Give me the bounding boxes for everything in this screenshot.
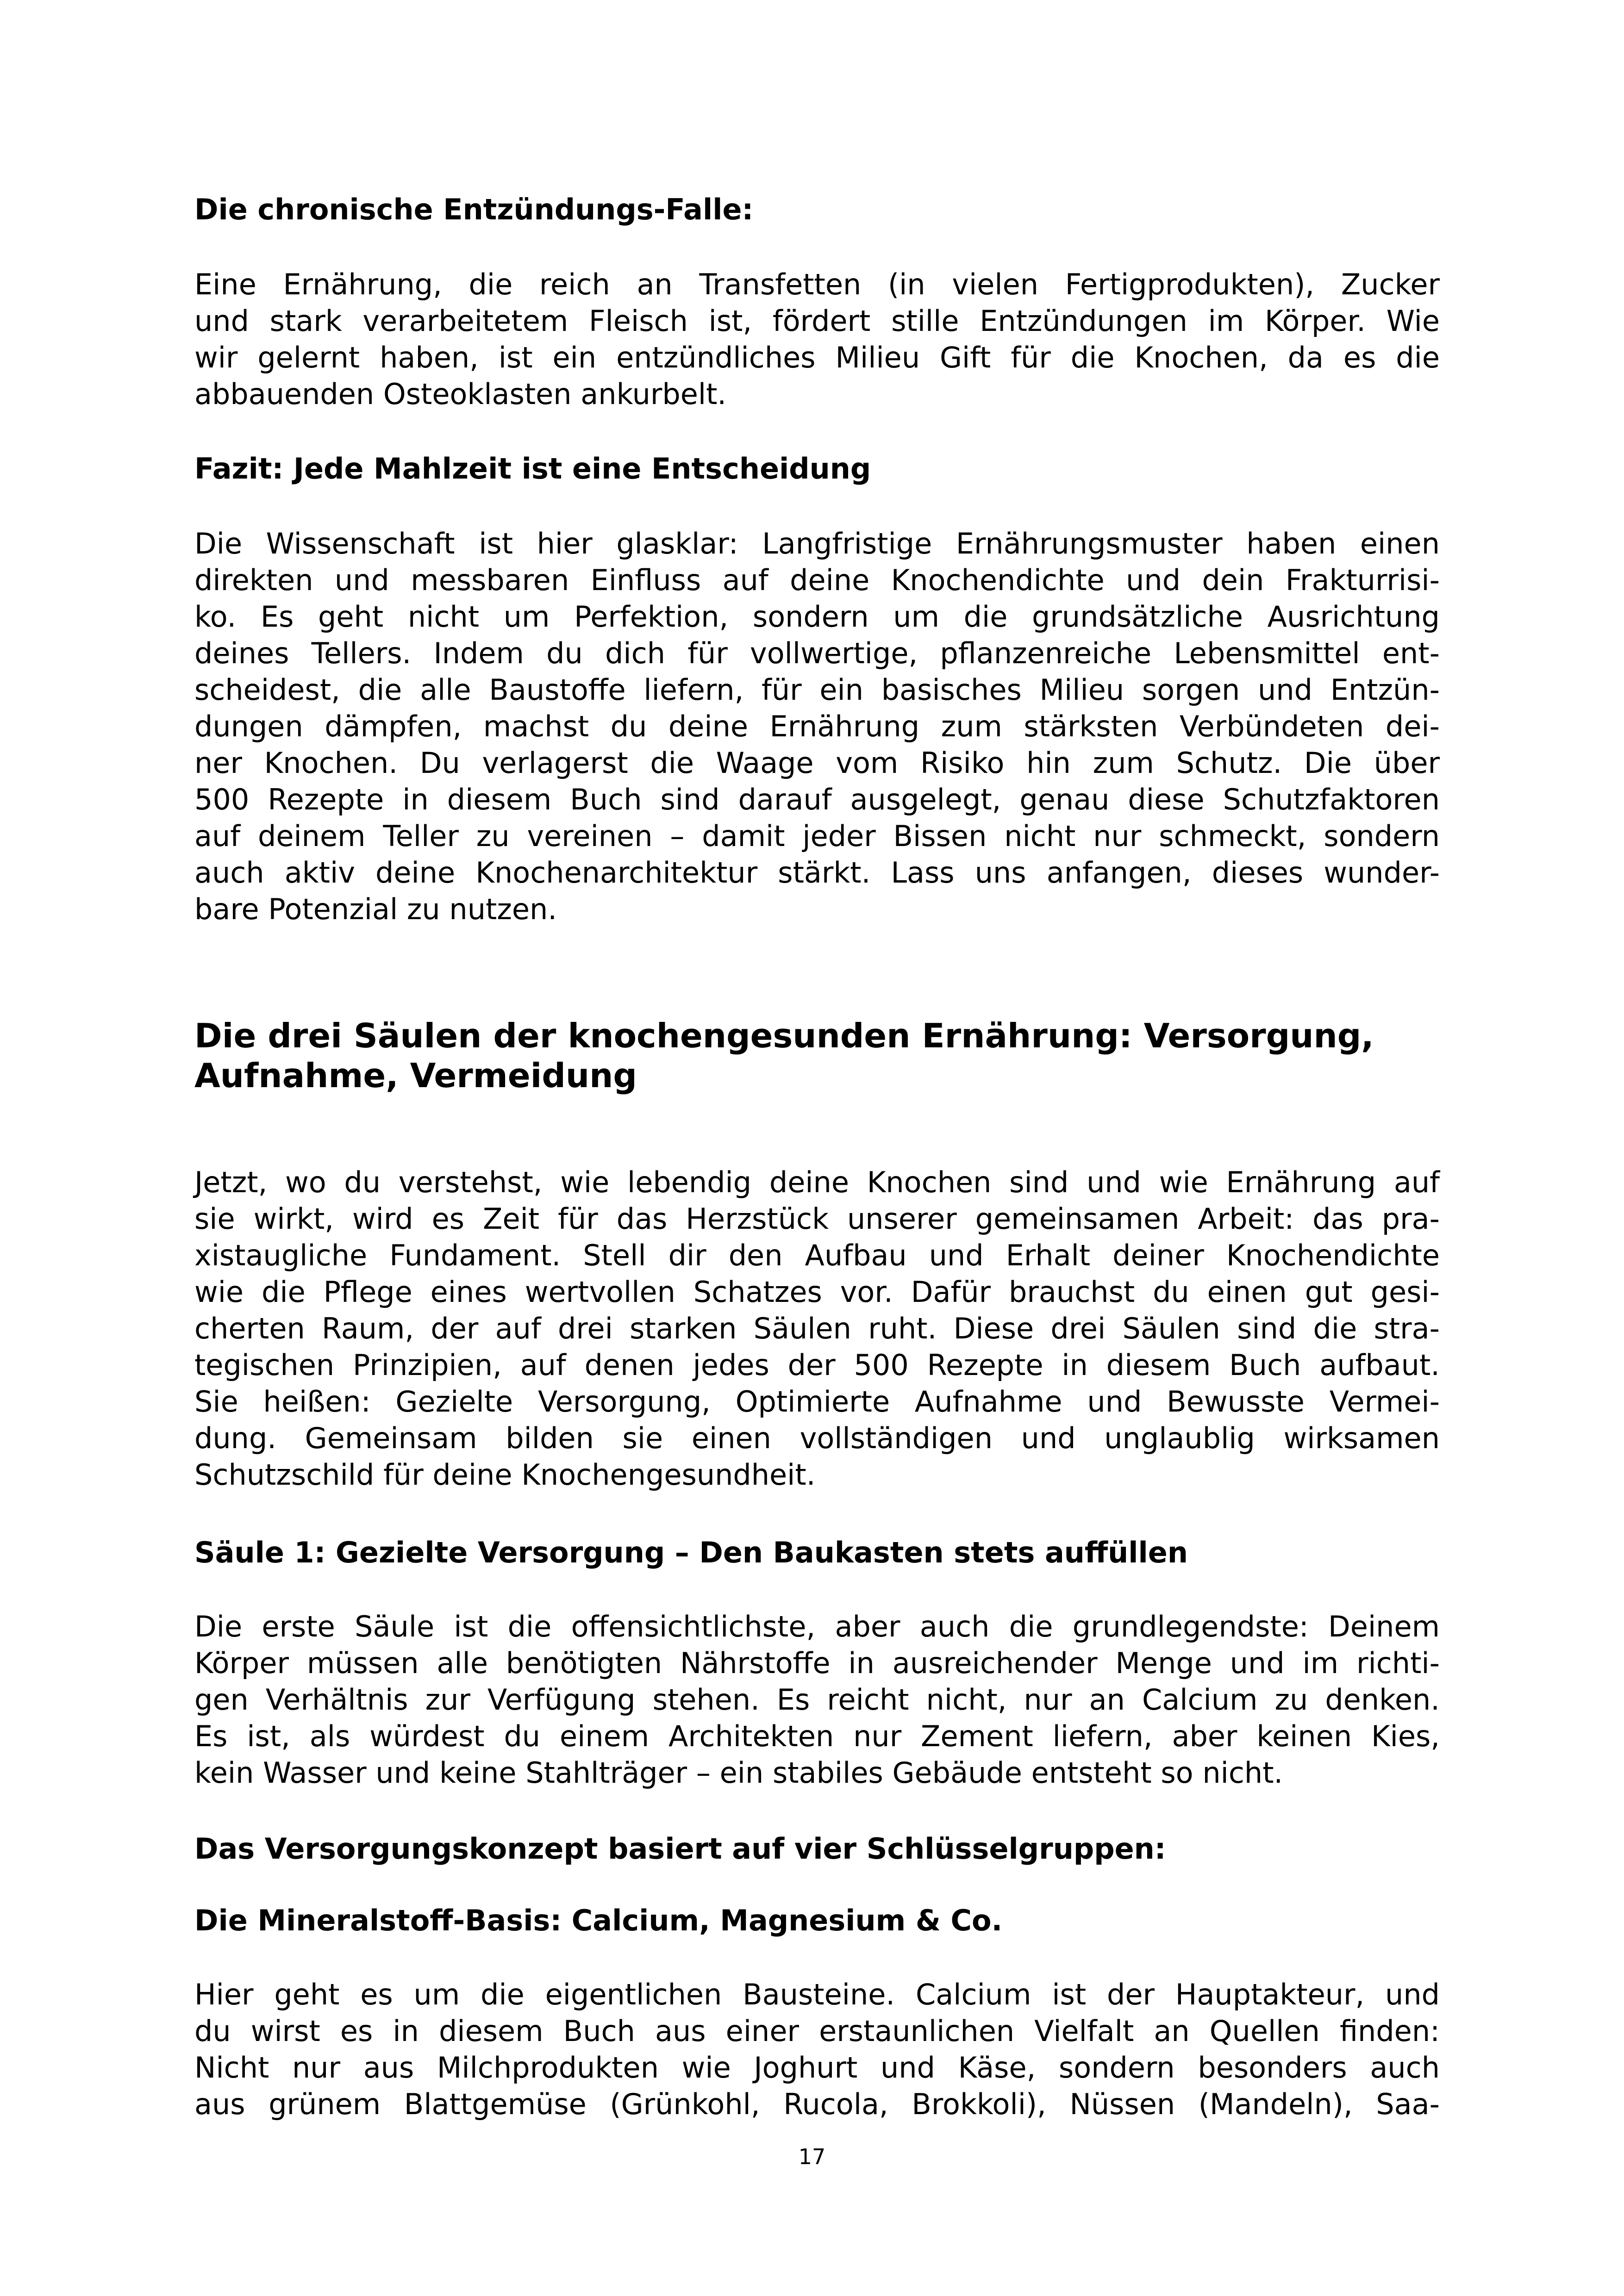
- text-line: kein Wasser und keine Stahlträger – ein stabiles Gebäude entsteht so nicht.: [194, 1756, 1283, 1790]
- heading-chronic-inflammation: Die chronische Entzündungs-Falle:: [194, 193, 754, 226]
- text-line: ko. Es geht nicht um Perfektion, sondern um die grundsätzliche Ausrichtung: [194, 600, 1440, 634]
- text-line: cherten Raum, der auf drei starken Säulen ruht. Diese drei Säulen sind die stra-: [194, 1312, 1440, 1345]
- text-line: dungen dämpfen, machst du deine Ernährung zum stärksten Verbündeten dei-: [194, 709, 1440, 743]
- text-line: direkten und messbaren Einfluss auf deine Knochendichte und dein Frakturrisi-: [194, 563, 1440, 597]
- text-line: aus grünem Blattgemüse (Grünkohl, Rucola, Brokkoli), Nüssen (Mandeln), Saa-: [194, 2087, 1440, 2121]
- text-line: Jetzt, wo du verstehst, wie lebendig deine Knochen sind und wie Ernährung auf: [194, 1165, 1440, 1199]
- text-line: Hier geht es um die eigentlichen Bausteine. Calcium ist der Hauptakteur, und: [194, 1978, 1440, 2011]
- text-line: gen Verhältnis zur Verfügung stehen. Es reicht nicht, nur an Calcium zu denken.: [194, 1683, 1440, 1717]
- text-line: ner Knochen. Du verlagerst die Waage vom Risiko hin zum Schutz. Die über: [194, 746, 1440, 780]
- heading-fazit: Fazit: Jede Mahlzeit ist eine Entscheidung: [194, 452, 871, 485]
- heading-mineralstoff-basis: Die Mineralstoff-Basis: Calcium, Magnesium & Co.: [194, 1904, 1003, 1937]
- text-line: sie wirkt, wird es Zeit für das Herzstück unserer gemeinsamen Arbeit: das pra-: [194, 1202, 1440, 1236]
- text-line: Nicht nur aus Milchprodukten wie Joghurt und Käse, sondern besonders auch: [194, 2051, 1440, 2084]
- text-line: dung. Gemeinsam bilden sie einen vollständigen und unglaublig wirksamen: [194, 1421, 1440, 1455]
- paragraph-fazit: [194, 525, 1440, 927]
- text-line: wir gelernt haben, ist ein entzündliches Milieu Gift für die Knochen, da es die: [194, 341, 1440, 374]
- text-line: und stark verarbeitetem Fleisch ist, fördert stille Entzündungen im Körper. Wie: [194, 304, 1440, 338]
- text-line: auf deinem Teller zu vereinen – damit jeder Bissen nicht nur schmeckt, sondern: [194, 819, 1440, 853]
- page-number: 17: [798, 2144, 826, 2169]
- text-line: wie die Pflege eines wertvollen Schatzes vor. Dafür brauchst du einen gut gesi-: [194, 1275, 1440, 1309]
- text-line: Eine Ernährung, die reich an Transfetten (in vielen Fertigprodukten), Zucker: [194, 268, 1440, 301]
- text-line: du wirst es in diesem Buch aus einer erstaunlichen Vielfalt an Quellen finden:: [194, 2014, 1440, 2048]
- paragraph-saeule-1: [194, 1608, 1440, 1791]
- text-line: deines Tellers. Indem du dich für vollwertige, pflanzenreiche Lebensmittel ent-: [194, 636, 1440, 670]
- text-line: Die Wissenschaft ist hier glasklar: Langfristige Ernährungsmuster haben einen: [194, 527, 1440, 560]
- heading-line: Aufnahme, Vermeidung: [194, 1056, 637, 1095]
- text-line: auch aktiv deine Knochenarchitektur stärkt. Lass uns anfangen, dieses wunder-: [194, 856, 1440, 890]
- paragraph-intro: [194, 1164, 1440, 1493]
- text-line: Sie heißen: Gezielte Versorgung, Optimierte Aufnahme und Bewusste Vermei-: [194, 1385, 1440, 1419]
- section-heading-three-pillars: [194, 1016, 1440, 1095]
- document-page: [194, 183, 1440, 2219]
- text-line: scheidest, die alle Baustoffe liefern, für ein basisches Milieu sorgen und Entzün-: [194, 673, 1440, 707]
- text-line: abbauenden Osteoklasten ankurbelt.: [194, 377, 727, 411]
- text-line: tegischen Prinzipien, auf denen jedes der 500 Rezepte in diesem Buch aufbaut.: [194, 1348, 1440, 1382]
- text-line: xistaugliche Fundament. Stell dir den Aufbau und Erhalt deiner Knochendichte: [194, 1238, 1440, 1272]
- paragraph-mineralstoff-basis: [194, 1976, 1440, 2122]
- text-line: bare Potenzial zu nutzen.: [194, 892, 557, 926]
- heading-line: Die drei Säulen der knochengesunden Ernährung: Versorgung,: [194, 1016, 1374, 1055]
- heading-saeule-1: Säule 1: Gezielte Versorgung – Den Baukasten stets auffüllen: [194, 1536, 1188, 1569]
- text-line: Es ist, als würdest du einem Architekten nur Zement liefern, aber keinen Kies,: [194, 1719, 1440, 1753]
- text-line: 500 Rezepte in diesem Buch sind darauf ausgelegt, genau diese Schutzfaktoren: [194, 783, 1440, 816]
- text-line: Körper müssen alle benötigten Nährstoffe in ausreichender Menge und im richti-: [194, 1646, 1440, 1680]
- heading-versorgungskonzept: Das Versorgungskonzept basiert auf vier Schlüsselgruppen:: [194, 1832, 1166, 1866]
- text-line: Die erste Säule ist die offensichtlichste, aber auch die grundlegendste: Deinem: [194, 1610, 1440, 1643]
- paragraph-chronic-inflammation: [194, 266, 1440, 412]
- text-line: Schutzschild für deine Knochengesundheit.: [194, 1458, 816, 1492]
